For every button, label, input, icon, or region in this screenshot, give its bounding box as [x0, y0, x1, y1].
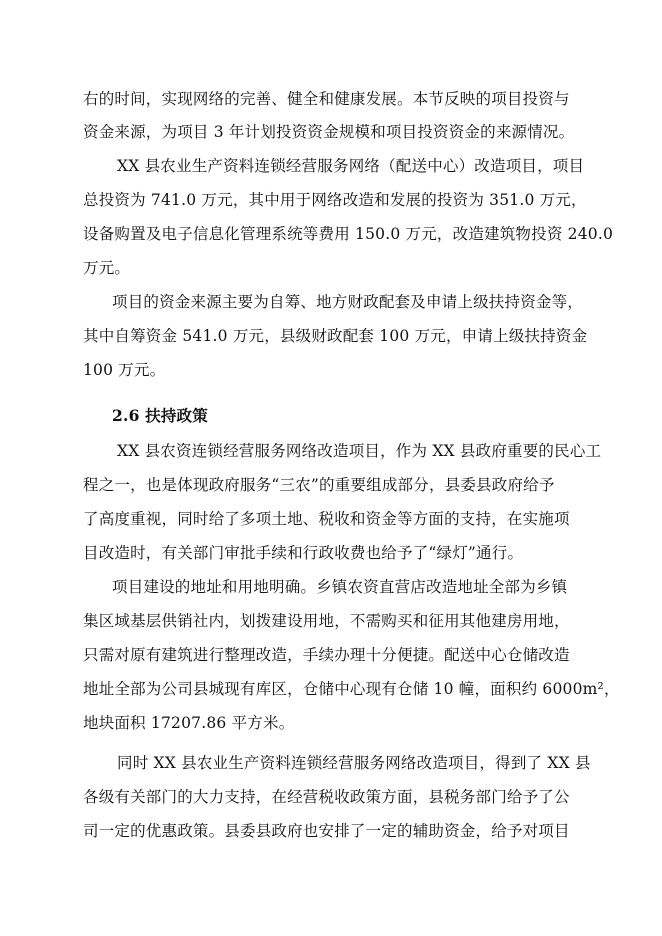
paragraph-5-line-2: 集区域基层供销社内，划拨建设用地，不需购买和征用其他建房用地， [83, 612, 570, 630]
paragraph-5-line-1: 项目建设的地址和用地明确。乡镇农资直营店改造地址全部为乡镇 [112, 578, 568, 596]
paragraph-6-line-3: 司一定的优惠政策。县委县政府也安排了一定的辅助资金，给予对项目 [83, 822, 570, 840]
paragraph-2-line-4: 万元。 [83, 259, 131, 277]
paragraph-5-line-3: 只需对原有建筑进行整理改造，手续办理十分便捷。配送中心仓储改造 [83, 646, 570, 664]
paragraph-5-line-4: 地址全部为公司县城现有库区，仓储中心现有仓储 10 幢，面积约 6000m²， [83, 680, 620, 698]
paragraph-3-line-1: 项目的资金来源主要为自筹、地方财政配套及申请上级扶持资金等， [112, 293, 584, 311]
paragraph-2-line-2: 总投资为 741.0 万元，其中用于网络改造和发展的投资为 351.0 万元， [83, 191, 587, 209]
paragraph-1-line-2: 资金来源，为项目 3 年计划投资资金规模和项目投资资金的来源情况。 [83, 123, 575, 141]
paragraph-6-line-2: 各级有关部门的大力支持，在经营税收政策方面，县税务部门给予了公 [83, 788, 570, 806]
paragraph-6-line-1: 同时 XX 县农业生产资料连锁经营服务网络改造项目，得到了 XX 县 [117, 754, 591, 772]
section-heading: 2.6 扶持政策 [112, 406, 208, 425]
paragraph-4-line-2: 程之一，也是体现政府服务“三农”的重要组成部分，县委县政府给予 [83, 476, 555, 494]
paragraph-1-line-1: 右的时间，实现网络的完善、健全和健康发展。本节反映的项目投资与 [83, 90, 570, 108]
paragraph-4-line-4: 目改造时，有关部门审批手续和行政收费也给予了“绿灯”通行。 [83, 544, 524, 562]
paragraph-4-line-3: 了高度重视，同时给了多项土地、税收和资金等方面的支持，在实施项 [83, 510, 570, 528]
paragraph-2-line-1: XX 县农业生产资料连锁经营服务网络（配送中心）改造项目，项目 [117, 157, 585, 175]
paragraph-5-line-5: 地块面积 17207.86 平方米。 [83, 714, 295, 732]
paragraph-3-line-2: 其中自筹资金 541.0 万元，县级财政配套 100 万元，申请上级扶持资金 [83, 327, 588, 345]
paragraph-4-line-1: XX 县农资连锁经营服务网络改造项目，作为 XX 县政府重要的民心工 [117, 442, 602, 460]
paragraph-3-line-3: 100 万元。 [83, 361, 166, 379]
paragraph-2-line-3: 设备购置及电子信息化管理系统等费用 150.0 万元，改造建筑物投资 240.0 [83, 225, 614, 243]
